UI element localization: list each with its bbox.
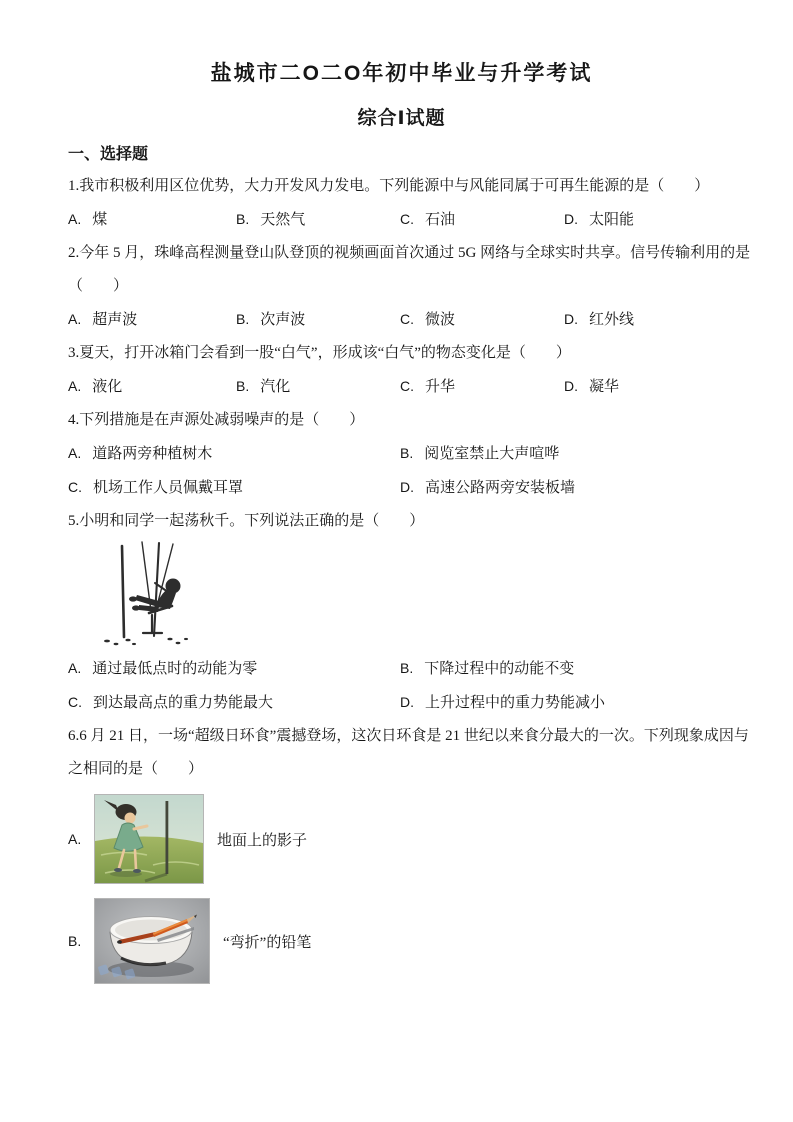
question-6 <box>68 720 749 984</box>
option-b-label: B. <box>400 660 414 676</box>
question-2-options <box>68 303 735 337</box>
option-a <box>68 652 400 686</box>
option-c-text: 到达最高点的重力势能最大 <box>93 695 274 711</box>
girl-and-pole-shadow-photo <box>94 794 204 884</box>
question-1 <box>68 170 735 237</box>
option-a <box>68 437 400 471</box>
question-1-options <box>68 203 735 237</box>
option-c-text: 石油 <box>425 212 456 228</box>
question-4-stem: 4.下列措施是在声源处减弱噪声的是（ ） <box>68 412 365 428</box>
option-d <box>400 471 735 505</box>
option-d-label: D. <box>564 311 578 327</box>
page-subtitle: 综合Ⅰ试题 <box>357 108 446 129</box>
option-b-label: B. <box>236 211 250 227</box>
option-a-label: A. <box>68 660 82 676</box>
option-b-label: B. <box>236 311 250 327</box>
option-a <box>68 203 236 237</box>
option-c-text: 机场工作人员佩戴耳罩 <box>93 480 244 496</box>
option-a-label: A. <box>68 445 82 461</box>
option-b-text: 天然气 <box>260 212 306 228</box>
question-3-stem: 3.夏天，打开冰箱门会看到一股“白气”，形成该“白气”的物态变化是（ ） <box>68 345 571 361</box>
option-a <box>68 370 236 404</box>
option-b <box>236 203 400 237</box>
question-5 <box>68 505 735 720</box>
option-c-label: C. <box>400 311 414 327</box>
question-6-stem-line1: 6.6 月 21 日，一场“超级日环食”震撼登场，这次日环食是 21 世纪以来食分最大的一次。下列现象成因与 <box>68 728 749 744</box>
option-d-text: 上升过程中的重力势能减小 <box>425 695 606 711</box>
option-c-label: C. <box>68 694 82 710</box>
question-1-stem: 1.我市积极利用区位优势，大力开发风力发电。下列能源中与风能同属于可再生能源的是（ ） <box>68 178 710 194</box>
option-b-label: B. <box>236 378 250 394</box>
option-a-text: 通过最低点时的动能为零 <box>92 661 258 677</box>
option-d-text: 红外线 <box>589 312 635 328</box>
swing-line-drawing-svg <box>85 540 205 652</box>
option-c <box>400 370 564 404</box>
option-c <box>400 203 564 237</box>
option-b-caption: “弯折”的铅笔 <box>223 934 312 951</box>
option-b-label: B. <box>400 445 414 461</box>
option-d-label: D. <box>400 694 414 710</box>
option-a-text: 超声波 <box>92 312 138 328</box>
option-a-text: 煤 <box>92 212 108 228</box>
question-4 <box>68 404 735 505</box>
option-d <box>564 303 735 337</box>
question-2-stem-line1: 2.今年 5 月，珠峰高程测量登山队登顶的视频画面首次通过 5G 网络与全球实时共享。信号传输利用的是 <box>68 245 751 261</box>
question-5-options <box>68 652 735 720</box>
option-b <box>400 652 735 686</box>
option-b-text: 阅览室禁止大声喧哗 <box>424 446 560 462</box>
option-c-label: C. <box>400 378 414 394</box>
option-d-label: D. <box>564 211 578 227</box>
option-a-caption: 地面上的影子 <box>217 832 308 849</box>
question-2-stem-line2: （ ） <box>68 278 129 294</box>
question-6-option-a <box>68 794 735 884</box>
option-d-text: 凝华 <box>589 379 620 395</box>
option-a-text: 道路两旁种植树木 <box>92 446 213 462</box>
option-d <box>564 370 735 404</box>
option-c-text: 升华 <box>425 379 456 395</box>
option-a-label: A. <box>68 378 82 394</box>
swing-illustration <box>85 540 205 652</box>
section-heading: 一、选择题 <box>68 146 149 163</box>
question-3-options <box>68 370 735 404</box>
page-title: 盐城市二O二O年初中毕业与升学考试 <box>210 62 593 85</box>
option-b <box>236 370 400 404</box>
option-c-text: 微波 <box>425 312 456 328</box>
question-4-options <box>68 437 735 505</box>
option-d <box>564 203 735 237</box>
bent-pencil-in-bowl-photo <box>94 898 210 984</box>
question-6-option-b <box>68 898 735 984</box>
option-b-text: 次声波 <box>260 312 306 328</box>
question-5-stem: 5.小明和同学一起荡秋千。下列说法正确的是（ ） <box>68 513 425 529</box>
option-b-text: 下降过程中的动能不变 <box>424 661 575 677</box>
option-b-text: 汽化 <box>260 379 291 395</box>
option-c <box>68 471 400 505</box>
option-d-label: D. <box>400 479 414 495</box>
option-d <box>400 686 735 720</box>
option-a <box>68 303 236 337</box>
option-d-text: 太阳能 <box>589 212 635 228</box>
option-b <box>400 437 735 471</box>
question-6-stem-line2: 之相同的是（ ） <box>68 761 204 777</box>
option-a-label: A. <box>68 311 82 327</box>
option-a-text: 液化 <box>92 379 123 395</box>
question-2 <box>68 237 751 337</box>
option-c <box>400 303 564 337</box>
option-c-label: C. <box>400 211 414 227</box>
option-b <box>236 303 400 337</box>
option-c <box>68 686 400 720</box>
option-a-label: A. <box>68 211 82 227</box>
option-b-label: B. <box>68 933 82 949</box>
question-3 <box>68 337 735 404</box>
option-d-label: D. <box>564 378 578 394</box>
option-a-label: A. <box>68 831 82 847</box>
option-d-text: 高速公路两旁安装板墙 <box>425 480 576 496</box>
option-c-label: C. <box>68 479 82 495</box>
